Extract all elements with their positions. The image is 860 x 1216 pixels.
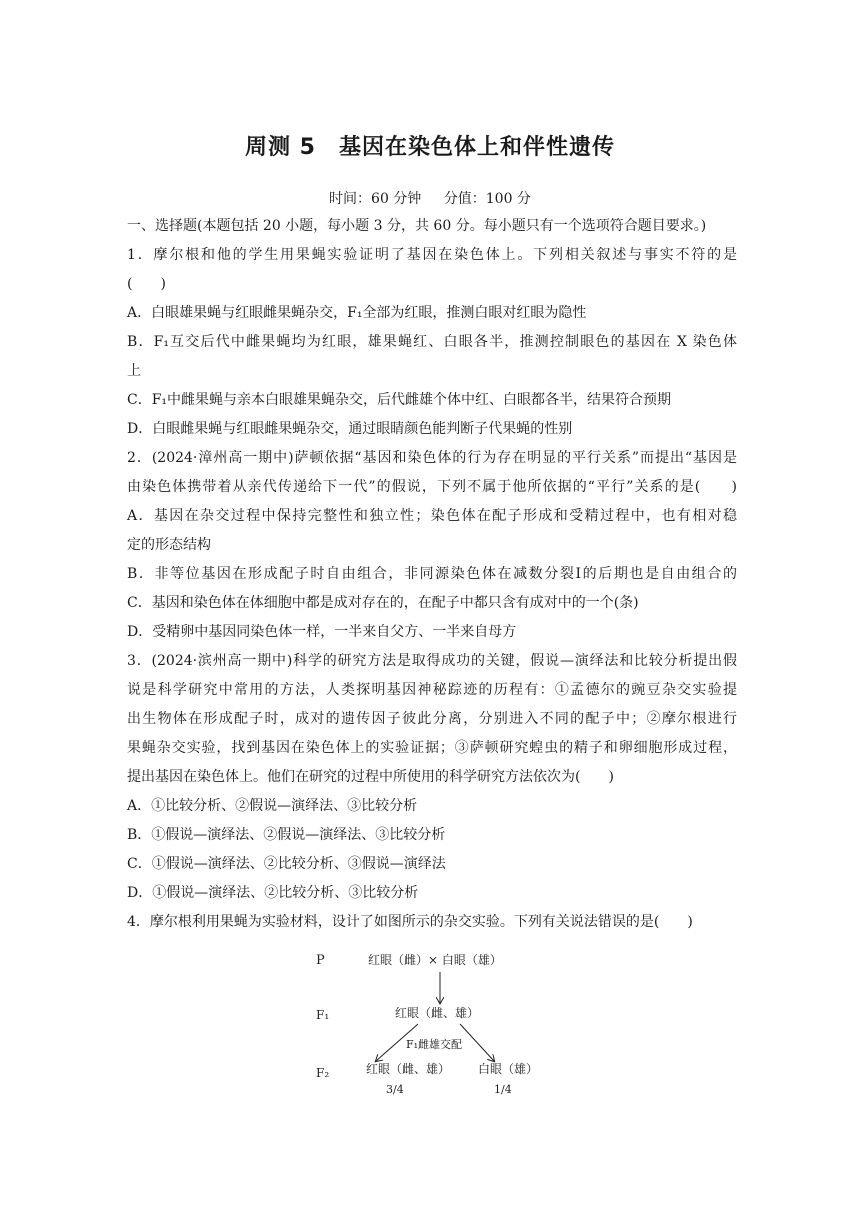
f2-red-ratio: 3/4: [386, 1083, 404, 1096]
exam-meta: [0, 188, 860, 208]
question-1-option-d: D．白眼雌果蝇与红眼雌果蝇杂交，通过眼睛颜色能判断子代果蝇的性别: [127, 421, 573, 437]
section-heading: 一、选择题(本题包括 20 小题，每小题 3 分，共 60 分。每小题只有一个选项符合题目要求。): [127, 218, 707, 234]
question-3-stem-line-2: 说是科学研究中常用的方法，人类探明基因神秘踪迹的历程有：①孟德尔的豌豆杂交实验提: [127, 682, 737, 698]
cross-diagram: [300, 948, 560, 1098]
question-3-option-b: B．①假说—演绎法、②假说—演绎法、③比较分析: [127, 827, 446, 843]
question-1-option-a: A．白眼雄果蝇与红眼雌果蝇杂交，F₁全部为红眼，推测白眼对红眼为隐性: [127, 305, 587, 321]
question-1-option-b: B．F₁互交后代中雌果蝇均为红眼，雄果蝇红、白眼各半，推测控制眼色的基因在 X 染色体: [127, 334, 737, 350]
f2-red-eye-text: 红眼（雌、雄）: [366, 1062, 451, 1076]
question-2-stem-line-2: 由染色体携带着从亲代传递给下一代”的假说，下列不属于他所依据的“平行”关系的是( ): [127, 479, 737, 495]
question-3-option-a: A．①比较分析、②假说—演绎法、③比较分析: [127, 798, 418, 814]
exam-score: 分值：100 分: [443, 191, 531, 207]
question-2-option-a: A．基因在杂交过程中保持完整性和独立性；染色体在配子形成和受精过程中，也有相对稳: [127, 508, 737, 524]
question-1-stem-line-1: 1．摩尔根和他的学生用果蝇实验证明了基因在染色体上。下列相关叙述与事实不符的是: [127, 247, 737, 263]
f2-generation-label: F₂: [316, 1066, 330, 1080]
f1-generation-label: F₁: [316, 1008, 330, 1022]
page-title: 周测 5 基因在染色体上和伴性遗传: [245, 135, 615, 160]
question-1-option-b-cont: 上: [127, 363, 141, 379]
f1-to-f2-white-arrow: [460, 1024, 494, 1061]
question-3-option-d: D．①假说—演绎法、②比较分析、③比较分析: [127, 885, 419, 901]
question-2-option-c: C．基因和染色体在体细胞中都是成对存在的，在配子中都只含有成对中的一个(条): [127, 595, 639, 611]
question-4-stem-line-1: 4．摩尔根利用果蝇为实验材料，设计了如图所示的杂交实验。下列有关说法错误的是( ): [127, 914, 693, 930]
question-2-stem-line-1: 2．(2024·漳州高一期中)萨顿依据“基因和染色体的行为存在明显的平行关系”而提出“基因是: [127, 450, 737, 466]
question-3-stem-line-1: 3．(2024·滨州高一期中)科学的研究方法是取得成功的关键，假说—演绎法和比较分析提出假: [127, 653, 737, 669]
question-3-stem-line-4: 果蝇杂交实验，找到基因在染色体上的实验证据；③萨顿研究蝗虫的精子和卵细胞形成过程，: [127, 740, 737, 756]
question-3-stem-line-5: 提出基因在染色体上。他们在研究的过程中所使用的科学研究方法依次为( ): [127, 769, 614, 785]
question-2-option-a-cont: 定的形态结构: [127, 537, 211, 553]
f2-white-ratio: 1/4: [494, 1083, 512, 1096]
question-2-option-b: B．非等位基因在形成配子时自由组合，非同源染色体在减数分裂Ⅰ的后期也是自由组合的: [127, 566, 737, 582]
f2-white-eye-text: 白眼（雄）: [478, 1062, 539, 1076]
question-3-option-c: C．①假说—演绎法、②比较分析、③假说—演绎法: [127, 856, 446, 872]
p-generation-label: P: [316, 953, 325, 968]
question-list: [127, 212, 737, 937]
question-1-stem-line-2: ( ): [127, 276, 166, 292]
question-1-option-c: C．F₁中雌果蝇与亲本白眼雄果蝇杂交，后代雌雄个体中红、白眼都各半，结果符合预期: [127, 392, 672, 408]
p-cross-text: 红眼（雌）× 白眼（雄）: [368, 953, 502, 967]
f1-mating-label: F₁雌雄交配: [406, 1038, 463, 1051]
question-3-stem-line-3: 出生物体在形成配子时，成对的遗传因子彼此分离，分别进入不同的配子中；②摩尔根进行: [127, 711, 737, 727]
exam-time: 时间：60 分钟: [329, 191, 422, 207]
question-2-option-d: D．受精卵中基因同染色体一样，一半来自父方、一半来自母方: [127, 624, 517, 640]
f1-result-text: 红眼（雌、雄）: [395, 1006, 480, 1020]
